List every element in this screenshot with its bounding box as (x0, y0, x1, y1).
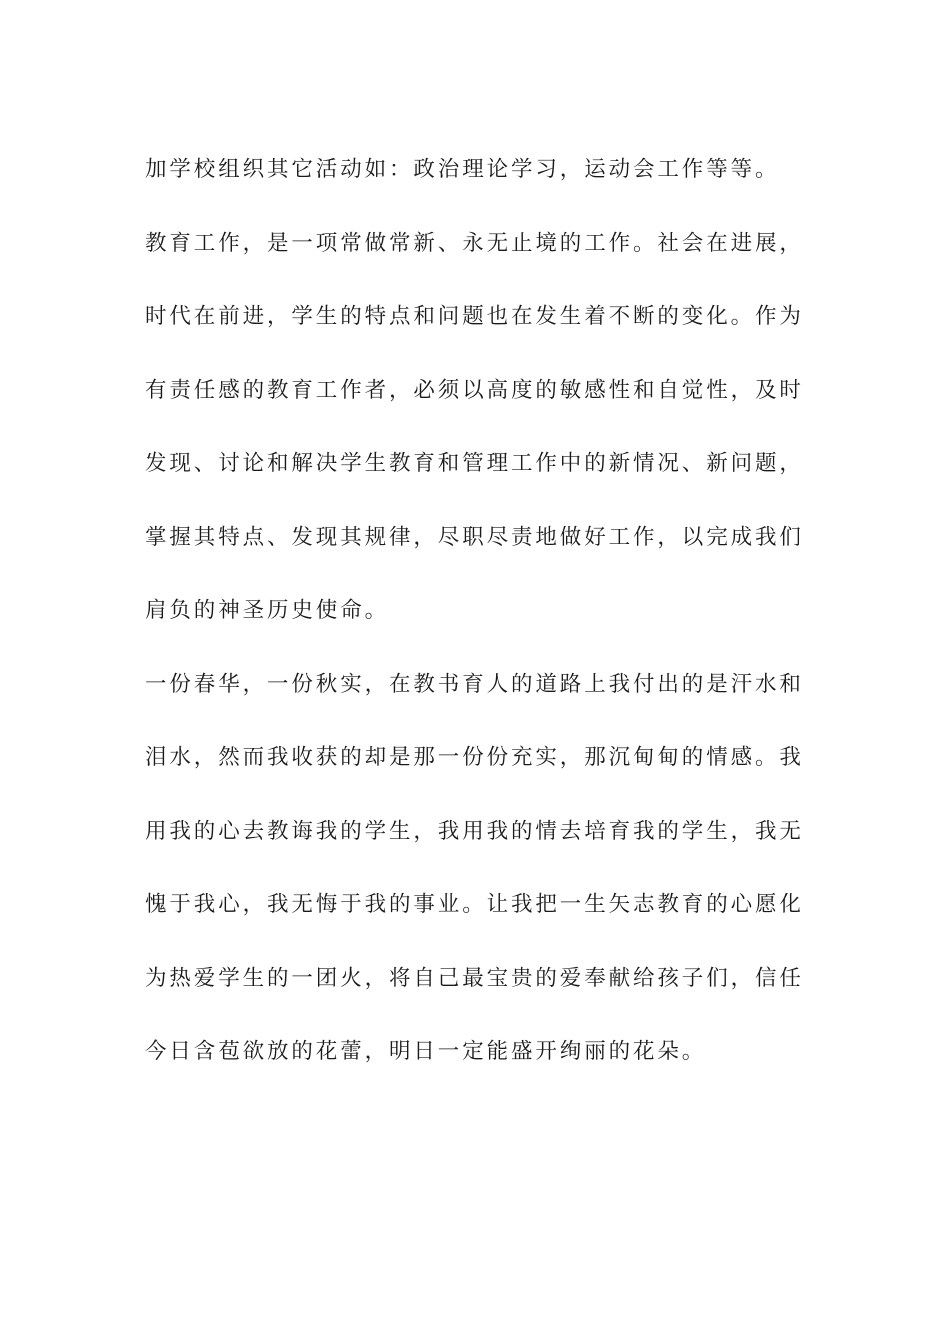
text-line: 为热爱学生的一团火，将自己最宝贵的爱奉献给孩子们，信任 (145, 965, 804, 991)
body-text (145, 133, 810, 1089)
text-line: 加学校组织其它活动如：政治理论学习，运动会工作等等。 (145, 157, 780, 182)
text-line: 今日含苞欲放的花蕾，明日一定能盛开绚丽的花朵。 (145, 1039, 707, 1064)
text-line: 教育工作，是一项常做常新、永无止境的工作。社会在进展， (145, 230, 804, 256)
text-line: 发现、讨论和解决学生教育和管理工作中的新情况、新问题， (145, 451, 804, 476)
text-line: 掌握其特点、发现其规律，尽职尽责地做好工作，以完成我们 (145, 524, 804, 550)
text-line: 时代在前进，学生的特点和问题也在发生着不断的变化。作为 (145, 304, 804, 329)
text-line: 用我的心去教诲我的学生，我用我的情去培育我的学生，我无 (145, 818, 804, 844)
text-line: 泪水，然而我收获的却是那一份份充实，那沉甸甸的情感。我 (145, 745, 804, 770)
text-line: 肩负的神圣历史使命。 (145, 598, 390, 623)
text-line: 愧于我心，我无悔于我的事业。让我把一生矢志教育的心愿化 (145, 892, 804, 917)
text-line: 有责任感的教育工作者，必须以高度的敏感性和自觉性，及时 (145, 377, 804, 403)
text-line: 一份春华，一份秋实，在教书育人的道路上我付出的是汗水和 (145, 671, 804, 697)
